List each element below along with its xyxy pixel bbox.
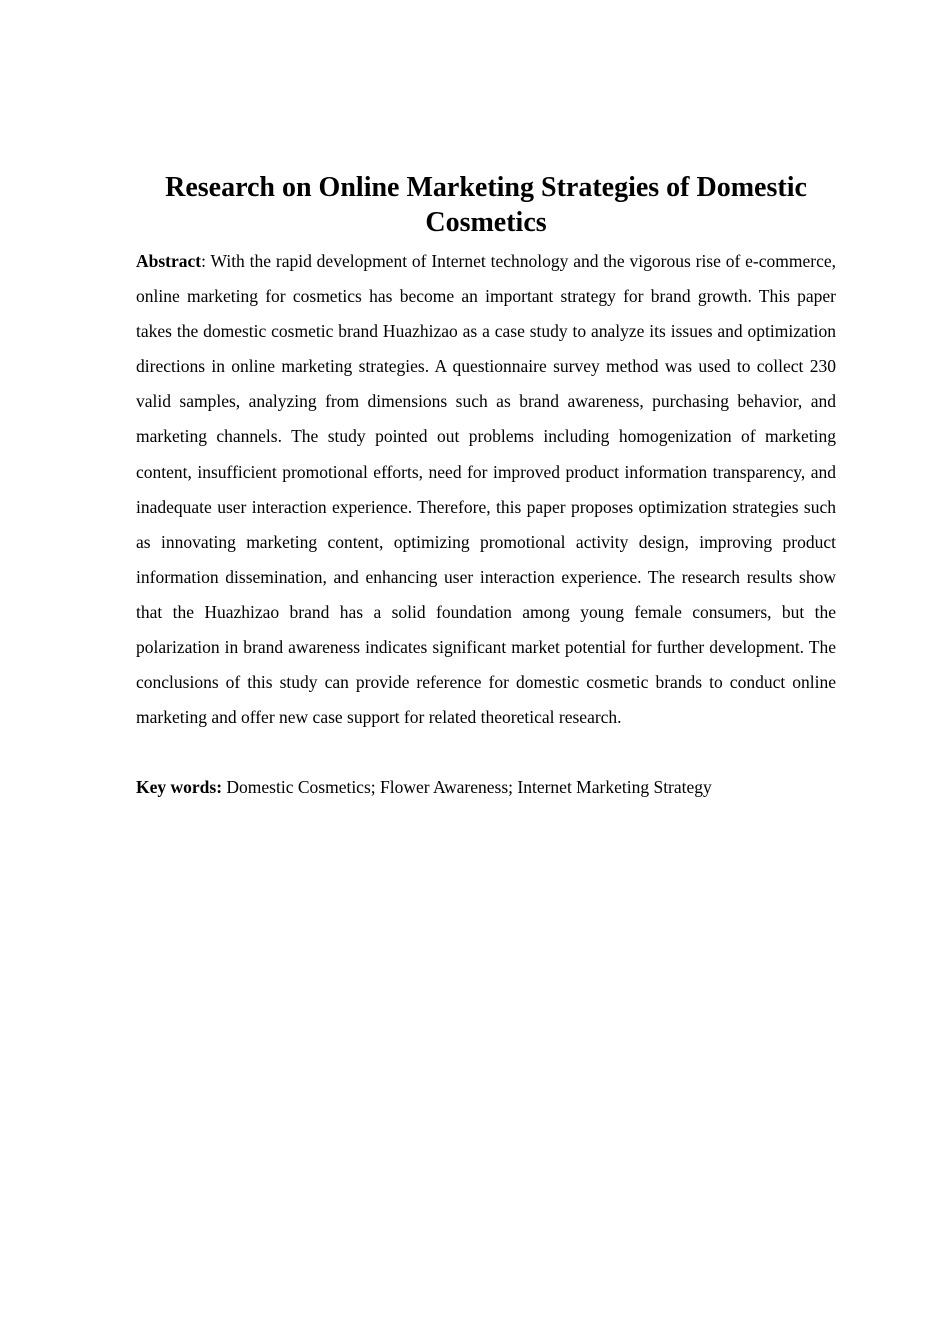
keywords-paragraph [136, 770, 836, 805]
abstract-paragraph [136, 244, 836, 735]
abstract-text: With the rapid development of Internet technology and the vigorous rise of e-commerce, online marketing for cosmetics has become an important strategy for brand growth. This paper takes the domestic cosmetic brand Huazhizao as a case study to analyze its issues and optimization directions in online marketing strategies. A questionnaire survey method was used to collect 230 valid samples, analyzing from dimensions such as brand awareness, purchasing behavior, and marketing channels. The study pointed out problems including homogenization of marketing content, insufficient promotional efforts, need for improved product information transparency, and inadequate user interaction experience. Therefore, this paper proposes optimization strategies such as innovating marketing content, optimizing promotional activity design, improving product information dissemination, and enhancing user interaction experience. The research results show that the Huazhizao brand has a solid foundation among young female consumers, but the polarization in brand awareness indicates significant market potential for further development. The conclusions of this study can provide reference for domestic cosmetic brands to conduct online marketing and offer new case support for related theoretical research. [136, 251, 836, 728]
paper-page [136, 170, 836, 805]
paper-title: Research on Online Marketing Strategies of Domestic Cosmetics [165, 172, 807, 238]
keywords-label: Key words: [136, 777, 223, 798]
abstract-label: Abstract [136, 251, 202, 271]
keywords-text: Domestic Cosmetics; Flower Awareness; Internet Marketing Strategy [222, 777, 712, 798]
abstract-separator: : [201, 251, 211, 271]
